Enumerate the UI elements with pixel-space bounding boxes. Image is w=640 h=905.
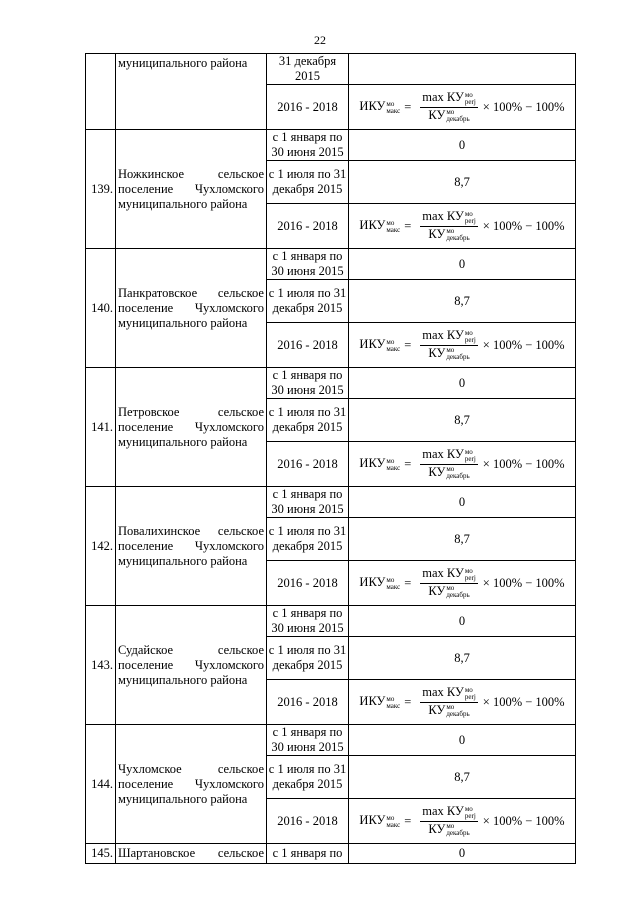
settlement-name: Шартановское сельское bbox=[118, 846, 264, 860]
row-number-cell bbox=[86, 487, 116, 606]
settlement-name: Ножкинское сельское поселение Чухломского муниципального района bbox=[118, 166, 264, 211]
value-cell: 0 bbox=[349, 487, 576, 518]
settlement-name-cell bbox=[116, 130, 267, 249]
formula-equals: = bbox=[404, 218, 412, 233]
formula-lhs: ИКУ мо макс bbox=[359, 456, 401, 472]
row-number: 143. bbox=[91, 657, 113, 672]
value-cell: 0 bbox=[349, 249, 576, 280]
settlement-name: Чухломское сельское поселение Чухломского муниципального района bbox=[118, 761, 264, 806]
formula-equals: = bbox=[404, 575, 412, 590]
formula-equals: = bbox=[404, 694, 412, 709]
formula-fraction: max КУ мо perj КУ мо декабрь bbox=[422, 328, 476, 361]
row-number-cell bbox=[86, 606, 116, 725]
formula-cell bbox=[349, 85, 576, 130]
table-row bbox=[86, 249, 576, 280]
period-cell: 2016 - 2018 bbox=[267, 561, 349, 606]
period-cell: с 1 июля по 31 декабря 2015 bbox=[267, 756, 349, 799]
formula-tail: × 100% − 100% bbox=[482, 575, 565, 590]
period-cell: с 1 июля по 31 декабря 2015 bbox=[267, 637, 349, 680]
period-cell: 2016 - 2018 bbox=[267, 204, 349, 249]
formula bbox=[349, 329, 575, 360]
settlement-name-cell bbox=[116, 606, 267, 725]
formula-equals: = bbox=[404, 337, 412, 352]
settlement-name-cell bbox=[116, 368, 267, 487]
table-row bbox=[86, 54, 576, 85]
period-cell: с 1 января по 30 июня 2015 bbox=[267, 606, 349, 637]
formula-lhs: ИКУ мо макс bbox=[359, 99, 401, 115]
period-cell: с 1 января по 30 июня 2015 bbox=[267, 130, 349, 161]
table-row bbox=[86, 130, 576, 161]
formula-tail: × 100% − 100% bbox=[482, 694, 565, 709]
row-number: 139. bbox=[91, 181, 113, 196]
row-number: 144. bbox=[91, 776, 113, 791]
row-number-cell bbox=[86, 368, 116, 487]
period-cell: с 1 июля по 31 декабря 2015 bbox=[267, 518, 349, 561]
tariff-table bbox=[85, 53, 576, 864]
value-cell: 0 bbox=[349, 606, 576, 637]
formula-fraction: max КУ мо perj КУ мо декабрь bbox=[422, 566, 476, 599]
formula-fraction: max КУ мо perj КУ мо декабрь bbox=[422, 447, 476, 480]
formula-equals: = bbox=[404, 99, 412, 114]
row-number-cell bbox=[86, 130, 116, 249]
settlement-name-cell bbox=[116, 54, 267, 130]
settlement-name: Петровское сельское поселение Чухломского муниципального района bbox=[118, 404, 264, 449]
formula-cell bbox=[349, 442, 576, 487]
formula-tail: × 100% − 100% bbox=[482, 456, 565, 471]
row-number: 142. bbox=[91, 538, 113, 553]
formula-lhs: ИКУ мо макс bbox=[359, 575, 401, 591]
period-cell: с 1 июля по 31 декабря 2015 bbox=[267, 280, 349, 323]
value-cell: 0 bbox=[349, 725, 576, 756]
formula bbox=[349, 686, 575, 717]
value-cell: 8,7 bbox=[349, 518, 576, 561]
value-cell: 0 bbox=[349, 844, 576, 864]
formula-tail: × 100% − 100% bbox=[482, 99, 565, 114]
period-cell: 2016 - 2018 bbox=[267, 85, 349, 130]
period-cell: 2016 - 2018 bbox=[267, 799, 349, 844]
table-row bbox=[86, 725, 576, 756]
formula-cell bbox=[349, 561, 576, 606]
settlement-name-cell bbox=[116, 487, 267, 606]
settlement-name: Повалихинское сельское поселение Чухломского муниципального района bbox=[118, 523, 264, 568]
period-cell: с 1 января по 30 июня 2015 bbox=[267, 368, 349, 399]
value-cell: 8,7 bbox=[349, 399, 576, 442]
formula-tail: × 100% − 100% bbox=[482, 218, 565, 233]
value-cell: 8,7 bbox=[349, 637, 576, 680]
settlement-name-cell bbox=[116, 844, 267, 864]
formula-fraction: max КУ мо perj КУ мо декабрь bbox=[422, 804, 476, 837]
formula-fraction: max КУ мо perj КУ мо декабрь bbox=[422, 209, 476, 242]
table-row bbox=[86, 606, 576, 637]
period-cell: с 1 января по 30 июня 2015 bbox=[267, 487, 349, 518]
formula bbox=[349, 567, 575, 598]
formula-lhs: ИКУ мо макс bbox=[359, 218, 401, 234]
formula-fraction: max КУ мо perj КУ мо декабрь bbox=[422, 685, 476, 718]
value-cell: 0 bbox=[349, 130, 576, 161]
value-cell: 8,7 bbox=[349, 280, 576, 323]
row-number: 141. bbox=[91, 419, 113, 434]
formula bbox=[349, 448, 575, 479]
row-number: 145. bbox=[91, 846, 113, 860]
formula-cell bbox=[349, 680, 576, 725]
formula-cell bbox=[349, 799, 576, 844]
row-number-cell bbox=[86, 249, 116, 368]
period-cell: 31 декабря 2015 bbox=[267, 54, 349, 85]
table-row bbox=[86, 487, 576, 518]
value-cell bbox=[349, 54, 576, 85]
page-number: 22 bbox=[314, 33, 326, 47]
period-cell: 2016 - 2018 bbox=[267, 323, 349, 368]
period-cell: с 1 июля по 31 декабря 2015 bbox=[267, 399, 349, 442]
period-cell: с 1 июля по 31 декабря 2015 bbox=[267, 161, 349, 204]
row-number: 140. bbox=[91, 300, 113, 315]
formula-cell bbox=[349, 204, 576, 249]
table-row bbox=[86, 368, 576, 399]
value-cell: 8,7 bbox=[349, 161, 576, 204]
period-cell: с 1 января по bbox=[267, 844, 349, 864]
formula-equals: = bbox=[404, 813, 412, 828]
settlement-name: Судайское сельское поселение Чухломского муниципального района bbox=[118, 642, 264, 687]
row-number-cell bbox=[86, 844, 116, 864]
period-cell: 2016 - 2018 bbox=[267, 442, 349, 487]
settlement-name: муниципального района bbox=[118, 56, 248, 70]
formula-tail: × 100% − 100% bbox=[482, 813, 565, 828]
formula-lhs: ИКУ мо макс bbox=[359, 813, 401, 829]
formula-lhs: ИКУ мо макс bbox=[359, 694, 401, 710]
settlement-name-cell bbox=[116, 249, 267, 368]
period-cell: с 1 января по 30 июня 2015 bbox=[267, 725, 349, 756]
settlement-name: Панкратовское сельское поселение Чухломского муниципального района bbox=[118, 285, 264, 330]
formula bbox=[349, 91, 575, 122]
formula bbox=[349, 805, 575, 836]
value-cell: 0 bbox=[349, 368, 576, 399]
period-cell: с 1 января по 30 июня 2015 bbox=[267, 249, 349, 280]
formula-lhs: ИКУ мо макс bbox=[359, 337, 401, 353]
value-cell: 8,7 bbox=[349, 756, 576, 799]
formula-fraction: max КУ мо perj КУ мо декабрь bbox=[422, 90, 476, 123]
row-number-cell bbox=[86, 725, 116, 844]
settlement-name-cell bbox=[116, 725, 267, 844]
formula-equals: = bbox=[404, 456, 412, 471]
formula-tail: × 100% − 100% bbox=[482, 337, 565, 352]
formula bbox=[349, 210, 575, 241]
row-number-cell bbox=[86, 54, 116, 130]
formula-cell bbox=[349, 323, 576, 368]
period-cell: 2016 - 2018 bbox=[267, 680, 349, 725]
table-row bbox=[86, 844, 576, 864]
